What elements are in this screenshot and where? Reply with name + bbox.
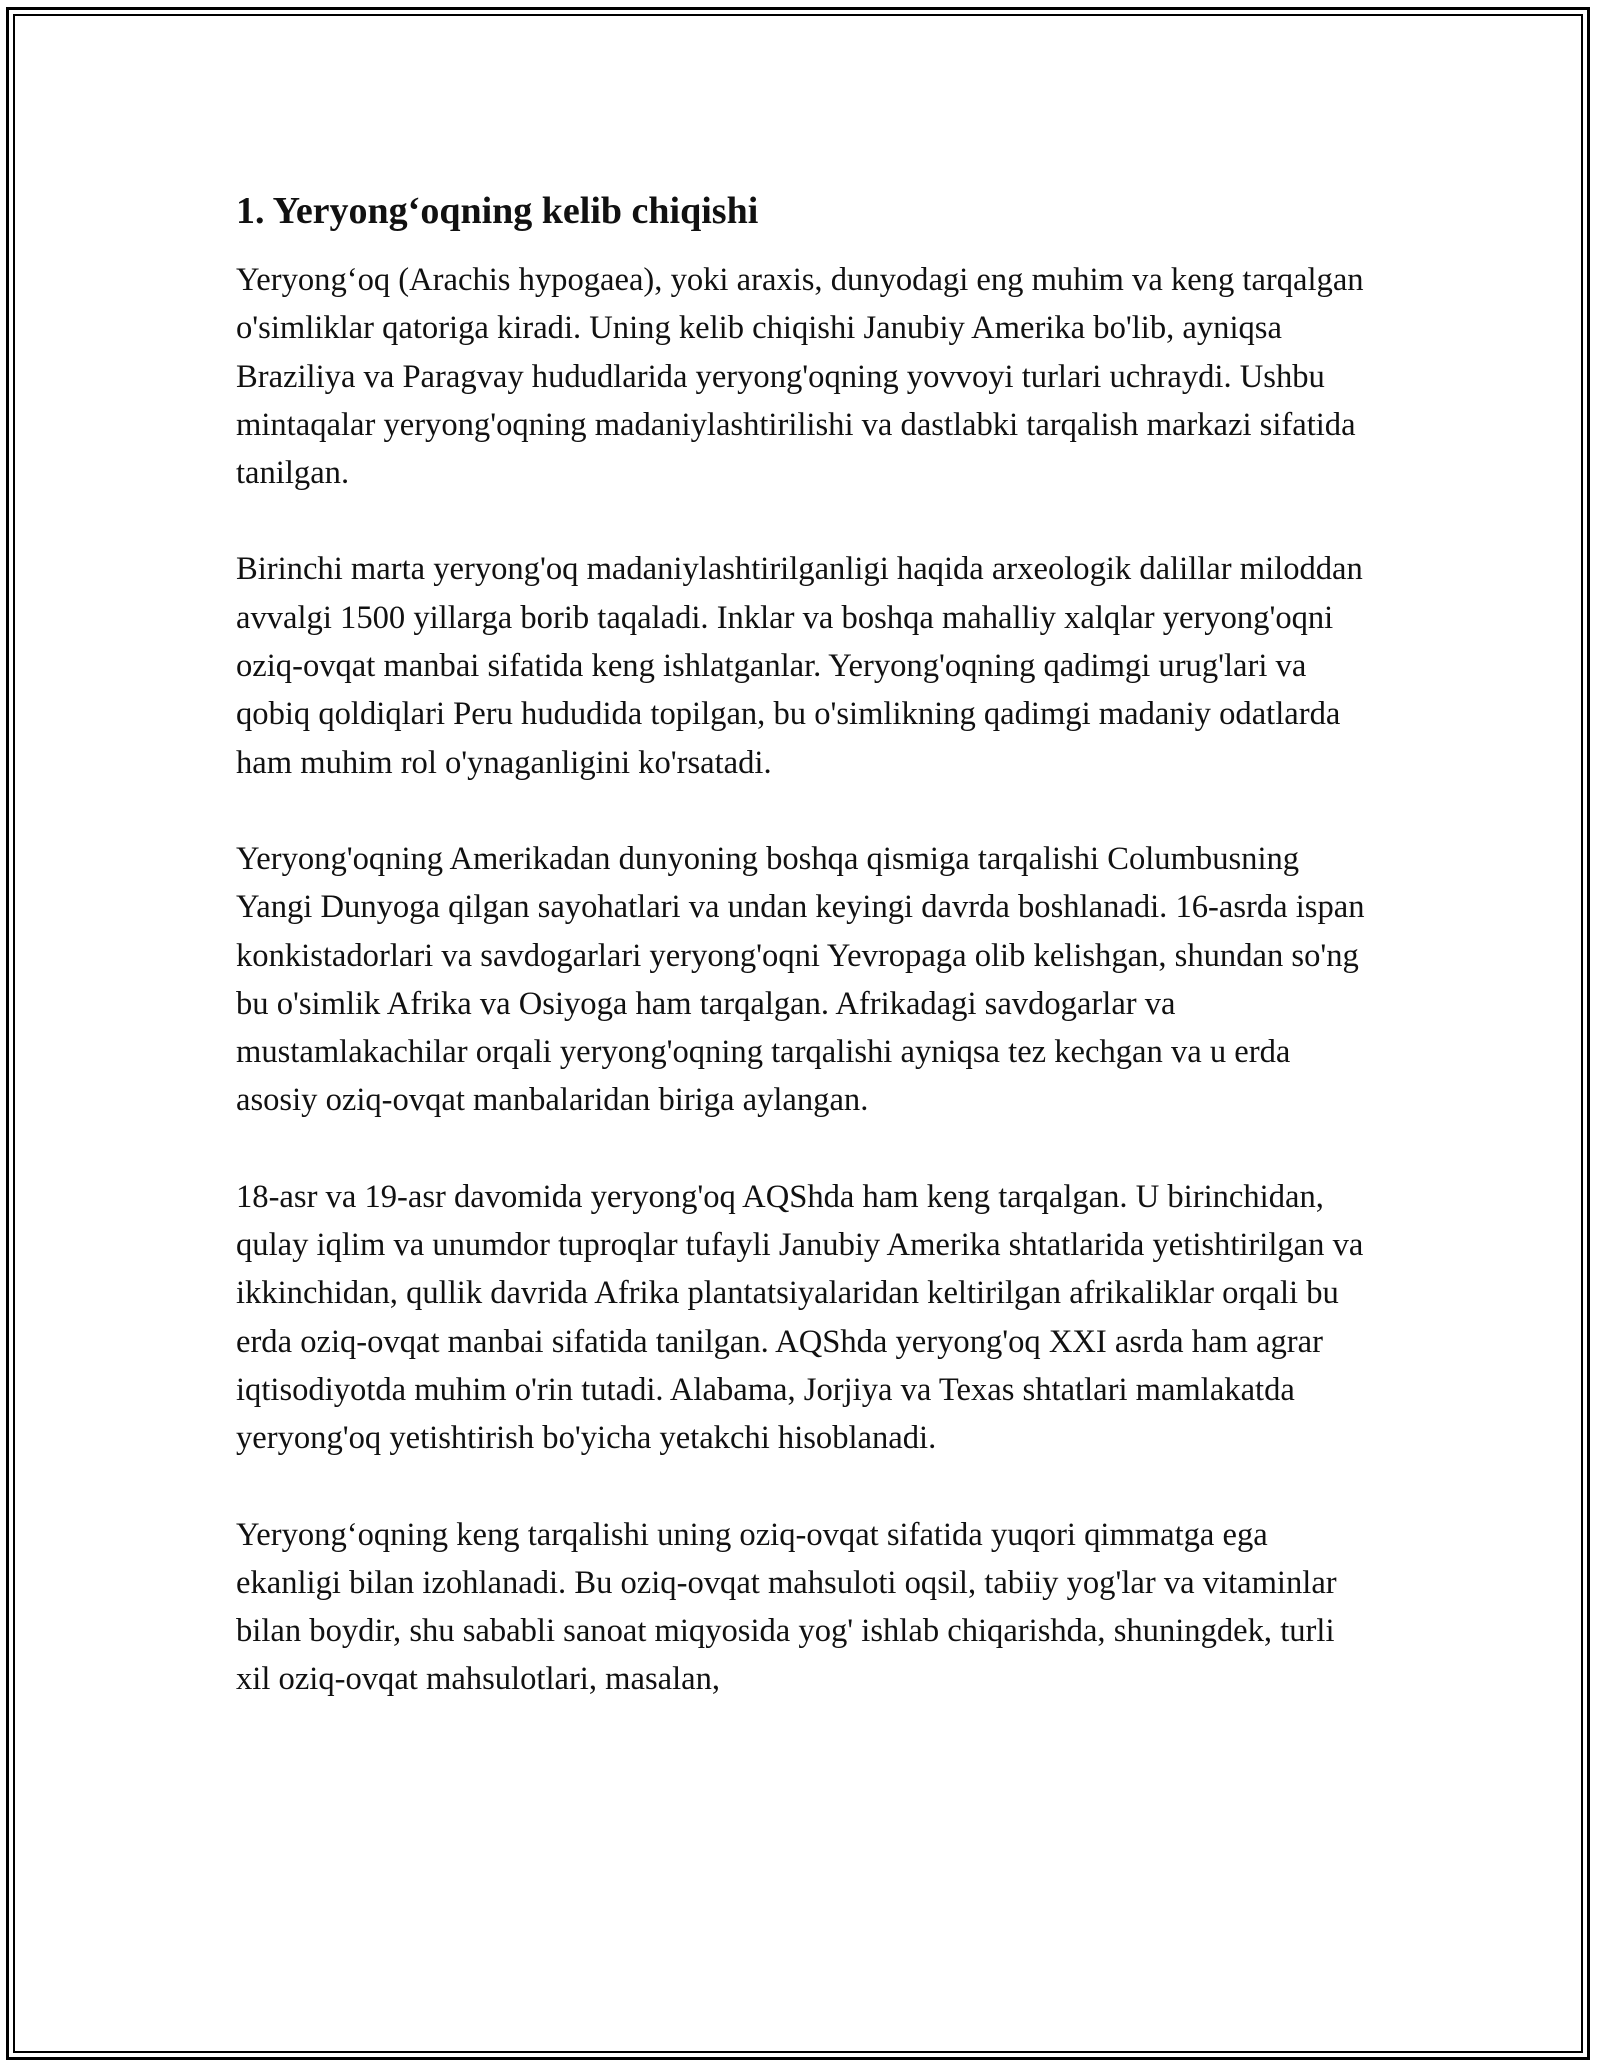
- paragraph-spread-world: Yeryong'oqning Amerikadan dunyoning boshqa qismiga tarqalishi Columbusning Yangi Dunyoga qilgan sayohatlari va undan keyingi davrda boshlanadi. 16-asrda ispan konkistadorlari va savdogarlari yeryong'oqni Yevropaga olib kelishgan, shundan so'ng bu o'simlik Afrika va Osiyoga ham tarqalgan. Afrikadagi savdogarlar va mustamlakachilar orqali yeryong'oqning tarqalishi ayniqsa tez kechgan va u erda asosiy oziq-ovqat manbalaridan biriga aylangan.: [236, 840, 1365, 1119]
- paragraph-nutrition: Yeryong‘oqning keng tarqalishi uning oziq-ovqat sifatida yuqori qimmatga ega ekanligi bilan izohlanadi. Bu oziq-ovqat mahsuloti oqsil, tabiiy yog'lar va vitaminlar bilan boydir, shu sababli sanoat miqyosida yog' ishlab chiqarishda, shuningdek, turli xil oziq-ovqat mahsulotlari, masalan,: [236, 1516, 1337, 1698]
- document-body: [236, 186, 1366, 1704]
- paragraph-archaeology: Birinchi marta yeryong'oq madaniylashtirilganligi haqida arxeologik dalillar miloddan avvalgi 1500 yillarga borib taqaladi. Inklar va boshqa mahalliy xalqlar yeryong'oqni oziq-ovqat manbai sifatida keng ishlatganlar. Yeryong'oqning qadimgi urug'lari va qobiq qoldiqlari Peru hududida topilgan, bu o'simlikning qadimgi madaniy odatlarda ham muhim rol o'ynaganligini ko'rsatadi.: [236, 551, 1363, 781]
- section-heading: 1. Yeryong‘oqning kelib chiqishi: [236, 190, 759, 232]
- paragraph-usa: 18-asr va 19-asr davomida yeryong'oq AQShda ham keng tarqalgan. U birinchidan, qulay iqlim va unumdor tuproqlar tufayli Janubiy Amerika shtatlarida yetishtirilgan va ikkinchidan, qullik davrida Afrika plantatsiyalaridan keltirilgan afrikaliklar orqali bu erda oziq-ovqat manbai sifatida tanilgan. AQShda yeryong'oq XXI asrda ham agrar iqtisodiyotda muhim o'rin tutadi. Alabama, Jorjiya va Texas shtatlari mamlakatda yeryong'oq yetishtirish bo'yicha yetakchi hisoblanadi.: [236, 1178, 1364, 1457]
- paragraph-origin: Yeryong‘oq (Arachis hypogaea), yoki araxis, dunyodagi eng muhim va keng tarqalgan o'simliklar qatoriga kiradi. Uning kelib chiqishi Janubiy Amerika bo'lib, ayniqsa Braziliya va Paragvay hududlarida yeryong'oqning yovvoyi turlari uchraydi. Ushbu mintaqalar yeryong'oqning madaniylashtirilishi va dastlabki tarqalish markazi sifatida tanilgan.: [236, 262, 1364, 492]
